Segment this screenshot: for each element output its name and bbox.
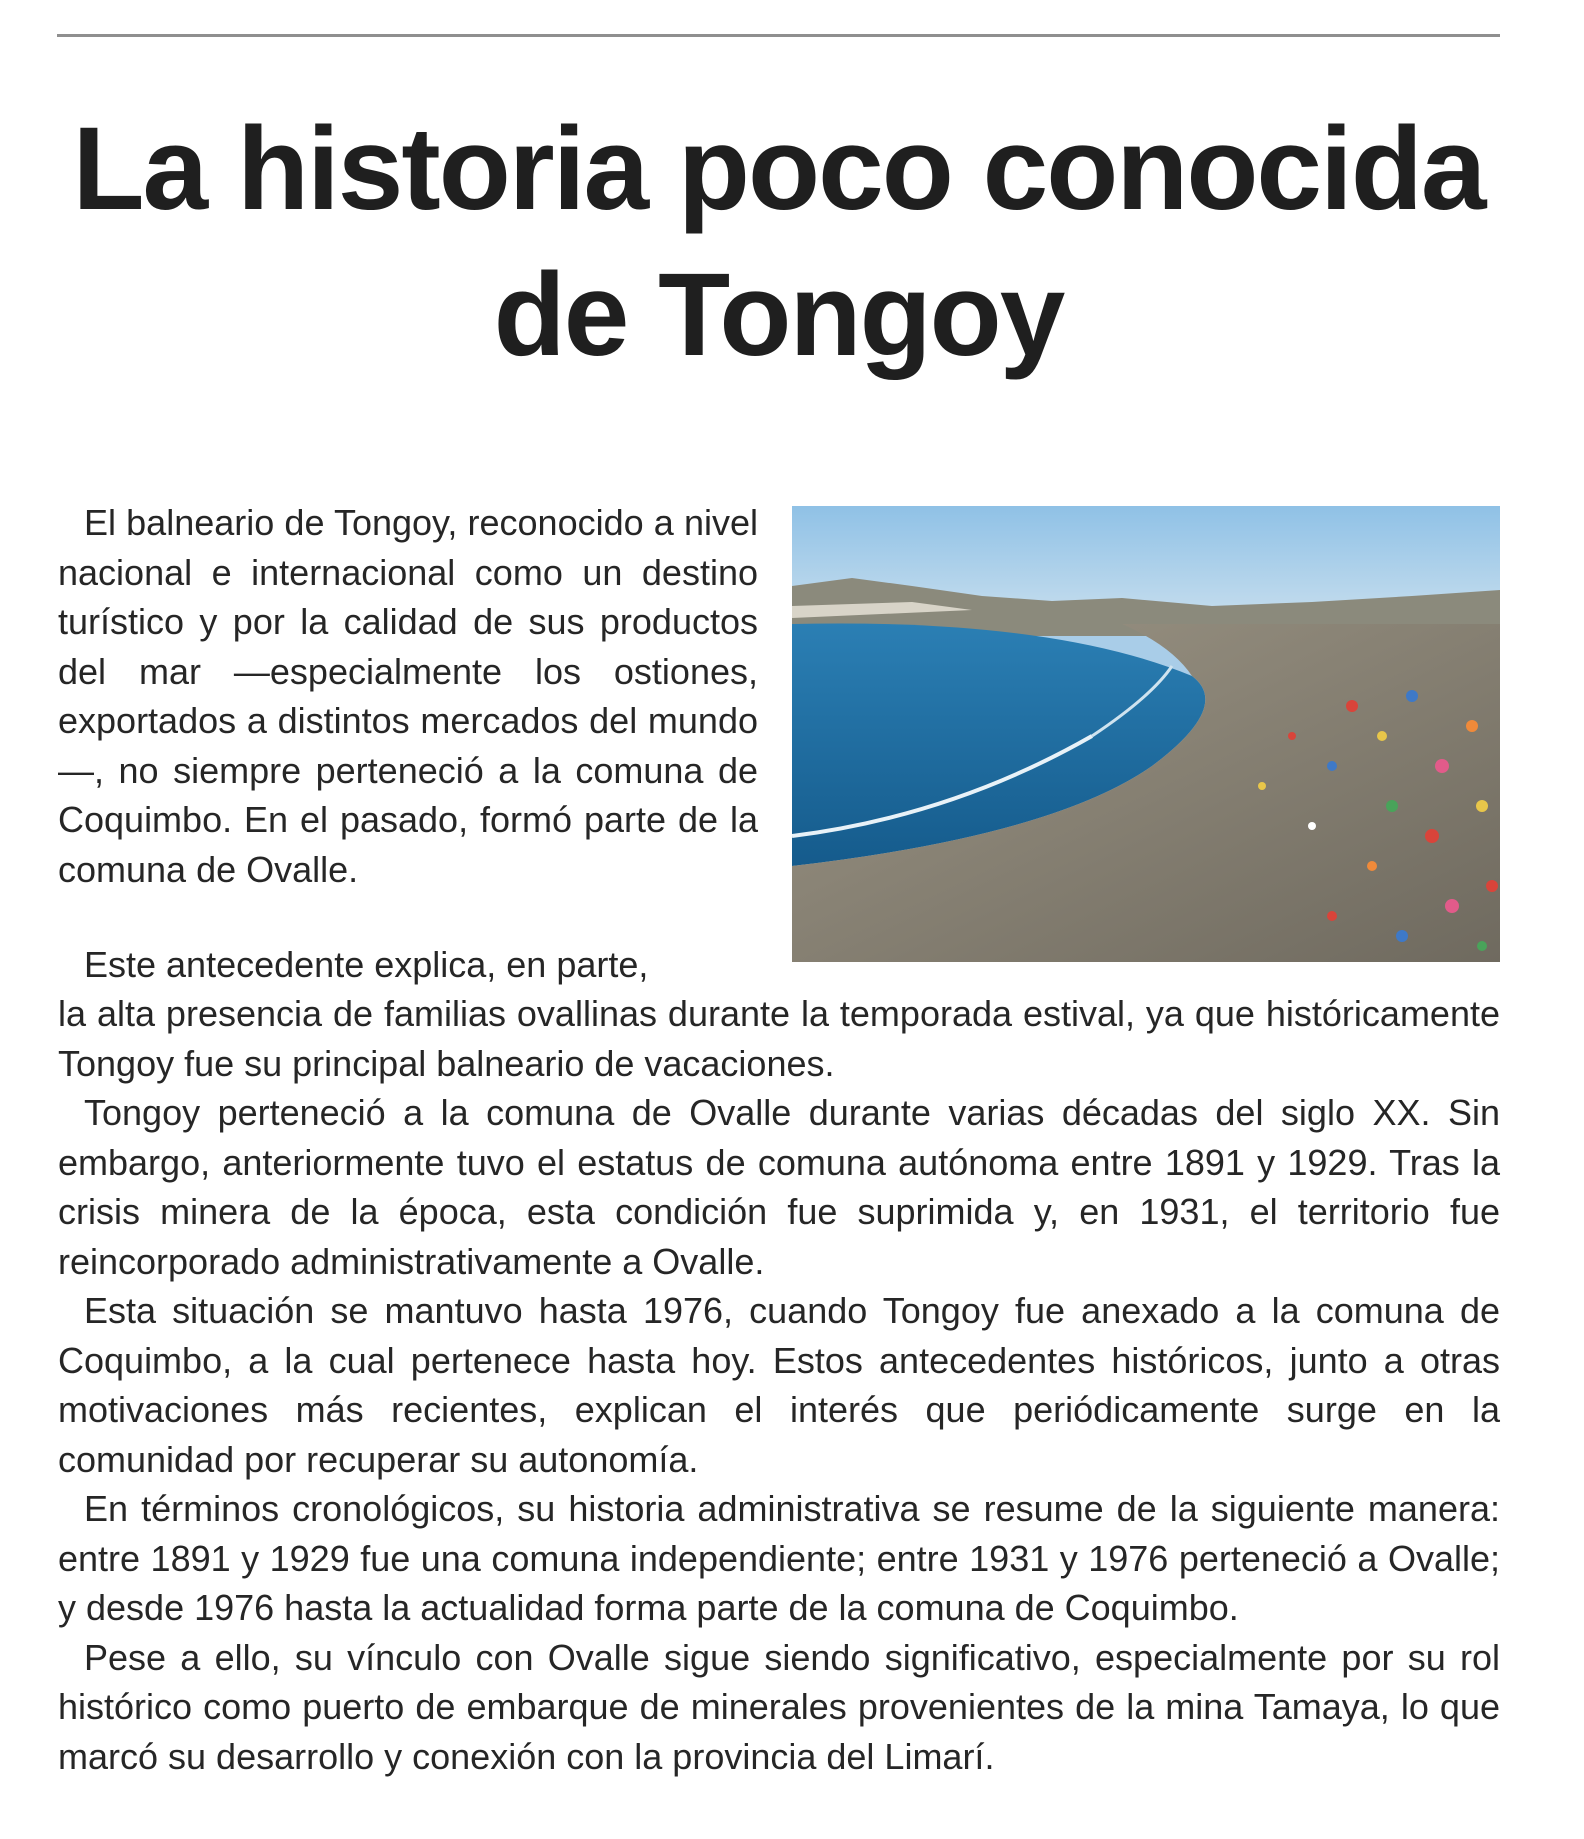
article-body-wide-column [58,989,1500,1781]
paragraph-5: En términos cronológicos, su historia administrativa se resume de la siguiente manera: entre 1891 y 1929 fue una comuna independiente; entre 1931 y 1976 perteneció a Ovalle; y desde 1976 hasta la actualidad forma parte de la comuna de Coquimbo. [58,1488,1500,1628]
beach-photo-illustration [792,506,1500,962]
paragraph-2-start: Este antecedente explica, en parte, [84,944,649,985]
headline-line-1: La historia poco conocida [72,103,1485,235]
beach-photo [792,506,1500,962]
article-body-left-column [58,498,758,894]
paragraph-3: Tongoy perteneció a la comuna de Ovalle durante varias décadas del siglo XX. Sin embargo, anteriormente tuvo el estatus de comuna autónoma entre 1891 y 1929. Tras la crisis minera de la época, esta condición fue suprimida y, en 1931, el territorio fue reincorporado administrativamente a Ovalle. [58,1092,1500,1282]
headline-line-2: de Tongoy [493,249,1064,381]
paragraph-2-rest: la alta presencia de familias ovallinas durante la temporada estival, ya que históricamente Tongoy fue su principal balneario de vacaciones. [58,993,1500,1084]
paragraph-1: El balneario de Tongoy, reconocido a nivel nacional e internacional como un destino turístico y por la calidad de sus productos del mar —especialmente los ostiones, exportados a distintos mercados del mundo—, no siempre perteneció a la comuna de Coquimbo. En el pasado, formó parte de la comuna de Ovalle. [58,502,758,890]
headline [57,96,1500,388]
top-rule [57,34,1500,37]
paragraph-4: Esta situación se mantuvo hasta 1976, cuando Tongoy fue anexado a la comuna de Coquimbo, a la cual pertenece hasta hoy. Estos antecedentes históricos, junto a otras motivaciones más recientes, explican el interés que periódicamente surge en la comunidad por recuperar su autonomía. [58,1290,1500,1480]
paragraph-6: Pese a ello, su vínculo con Ovalle sigue siendo significativo, especialmente por su rol histórico como puerto de embarque de minerales provenientes de la mina Tamaya, lo que marcó su desarrollo y conexión con la provincia del Limarí. [58,1636,1500,1777]
